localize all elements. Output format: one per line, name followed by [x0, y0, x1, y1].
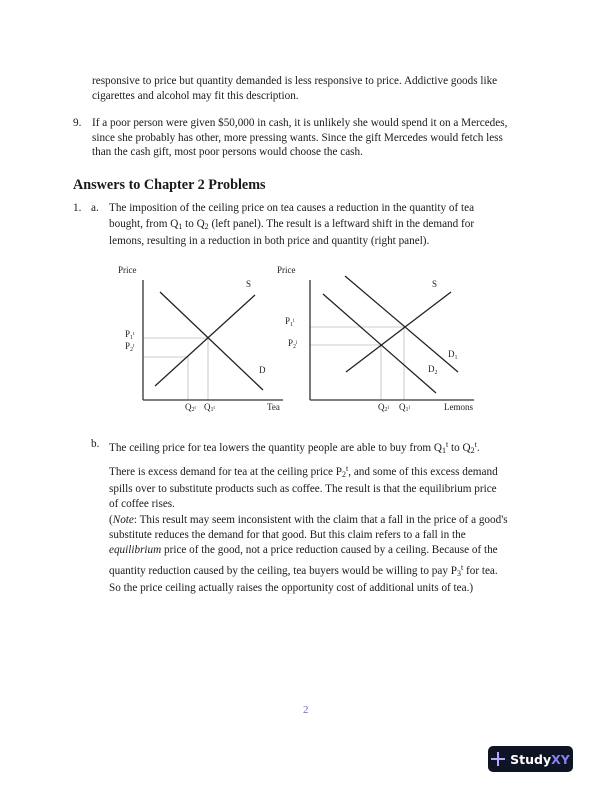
demand-curve-d1	[345, 276, 458, 372]
text-line: bought, from $Q_1$ to $Q_2$ (left panel). The result is a leftward shift in the demand for	[109, 217, 475, 231]
plus-icon	[491, 752, 505, 766]
tea-market-chart	[118, 265, 283, 413]
demand-curve	[160, 292, 263, 390]
text-line: since she probably has other, more pressing wants. Since the gift Mercedes would fetch less	[92, 131, 503, 144]
supply-curve	[155, 295, 255, 386]
d1-label: $D_1$	[448, 349, 458, 361]
problem-number: 1.	[73, 202, 82, 214]
text-line: So the price ceiling actually raises the opportunity cost of additional units of tea.)	[109, 582, 474, 594]
x-axis-label: Lemons	[444, 402, 473, 412]
text-line: spills over to substitute products such as coffee. The result is that the equilibrium price	[109, 483, 497, 495]
lemons-market-chart	[277, 265, 474, 413]
text-line: equilibrium price of the good, not a price reduction caused by a ceiling. Because of the	[109, 544, 498, 556]
y-axis-label: Price	[118, 265, 137, 275]
p2-label: $P_2^l$	[288, 338, 298, 350]
text-line: substitute reduces the demand for that good. But this claim refers to a fall in the	[109, 529, 466, 541]
page-number: 2	[303, 704, 309, 716]
q1-label: Q1$^l$	[399, 402, 410, 413]
section-heading: Answers to Chapter 2 Problems	[73, 177, 266, 193]
item-number: 9.	[73, 117, 82, 129]
text-line: There is excess demand for tea at the ceiling price $P_2^t$, and some of this excess demand	[109, 464, 498, 479]
text-line: If a poor person were given $50,000 in cash, it is unlikely she would spend it on a Mercedes,	[92, 117, 508, 129]
x-axis-label: Tea	[267, 402, 280, 412]
text-line: than the cash gift, most poor persons would choose the cash.	[92, 146, 363, 159]
part-b-paragraph	[109, 437, 529, 512]
d2-label: $D_2$	[428, 364, 438, 376]
p1-label: $P_1^l$	[285, 316, 295, 328]
q2-label: Q2$^l$	[378, 402, 389, 413]
text-line: cigarettes and alcohol may fit this description.	[92, 89, 299, 102]
text-line: (Note: This result may seem inconsistent with the claim that a fall in the price of a good's	[109, 514, 508, 526]
p1-label: $P_1^t$	[125, 329, 135, 341]
supply-label: S	[246, 279, 252, 289]
note-paragraph	[109, 513, 539, 596]
text-line: The ceiling price for tea lowers the quantity people are able to buy from $Q_1^t$ to $Q_2^t$.	[109, 440, 480, 455]
supply-label: S	[432, 279, 438, 289]
studyxy-watermark[interactable]	[488, 746, 573, 772]
p2-label: $P_2^t$	[125, 341, 135, 353]
note-label: Note	[112, 514, 134, 526]
text-line: lemons, resulting in a reduction in both price and quantity (right panel).	[109, 235, 430, 247]
demand-label: D	[259, 365, 266, 375]
text-line: of coffee rises.	[109, 498, 175, 510]
part-a-label: a.	[91, 202, 99, 214]
brand-name: StudyXY	[510, 751, 570, 767]
text-line: The imposition of the ceiling price on tea causes a reduction in the quantity of tea	[109, 202, 475, 214]
y-axis-label: Price	[277, 265, 296, 275]
q1-label: Q1$^t$	[204, 402, 215, 413]
text-line: responsive to price but quantity demanded is less responsive to price. Addictive goods like	[92, 75, 498, 87]
text-line: quantity reduction caused by the ceiling, tea buyers would be willing to pay $P_3^t$ for tea.	[109, 563, 498, 578]
part-b-label: b.	[91, 438, 100, 450]
q2-label: Q2$^t$	[185, 402, 196, 413]
demand-curve-d2	[323, 294, 436, 393]
